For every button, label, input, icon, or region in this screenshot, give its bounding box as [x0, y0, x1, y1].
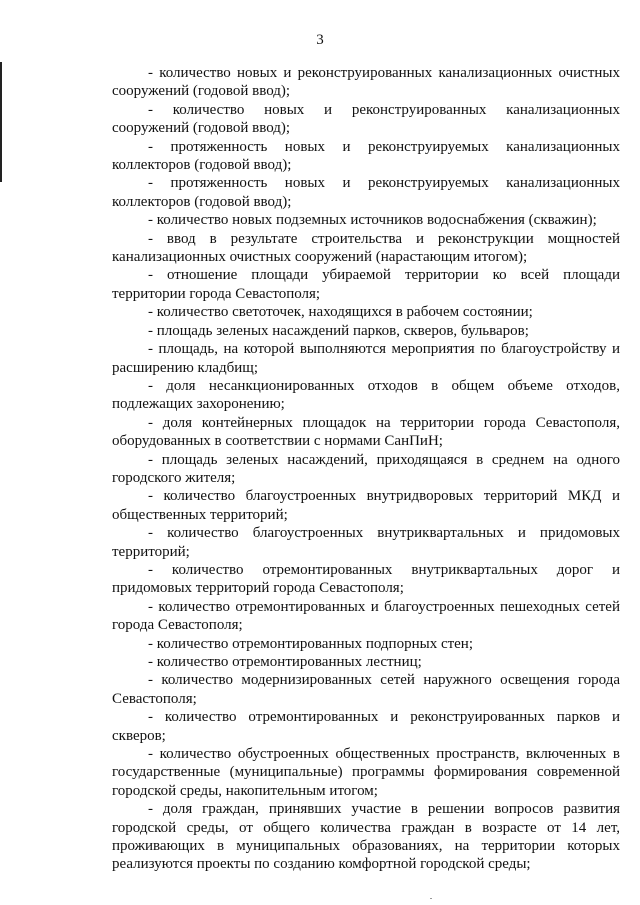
- list-item: - количество отремонтированных внутриквартальных дорог и придомовых территорий города Севастополя;: [112, 561, 620, 597]
- list-item: - отношение площади убираемой территории ко всей площади территории города Севастополя;: [112, 267, 620, 302]
- list-item: - количество модернизированных сетей наружного освещения города Севастополя;: [112, 672, 620, 707]
- list-item: - количество обустроенных общественных пространств, включенных в государственные (муниципальные) программы формирования современной городской среды, накопительным итогом;: [112, 746, 620, 799]
- list-item: - количество новых и реконструированных канализационных очистных сооружений (годовой ввод);: [112, 65, 620, 100]
- list-item: - количество новых подземных источников водоснабжения (скважин);: [148, 212, 597, 229]
- list-item: - доля контейнерных площадок на территории города Севастополя, оборудованных в соответствии с нормами СанПиН;: [112, 414, 620, 450]
- list-item: - количество благоустроенных внутриквартальных и придомовых территорий;: [112, 525, 620, 560]
- list-item: - площадь зеленых насаждений парков, скверов, бульваров;: [148, 322, 529, 339]
- list-item: - количество отремонтированных подпорных стен;: [148, 635, 474, 652]
- list-item: - протяженность новых и реконструируемых канализационных коллекторов (годовой ввод);: [112, 175, 620, 210]
- document-body: [112, 64, 620, 874]
- list-item: - количество благоустроенных внутридворовых территорий МКД и общественных территорий;: [112, 488, 620, 523]
- list-item: - количество отремонтированных и реконструированных парков и скверов;: [112, 709, 620, 744]
- list-item: - количество отремонтированных и благоустроенных пешеходных сетей города Севастополя;: [112, 598, 620, 634]
- list-item: - доля несанкционированных отходов в общем объеме отходов, подлежащих захоронению;: [112, 377, 620, 413]
- list-item: - протяженность новых и реконструируемых канализационных коллекторов (годовой ввод);: [112, 138, 620, 174]
- list-item: - ввод в результате строительства и реконструкции мощностей канализационных очистных сооружений (нарастающим итогом);: [112, 230, 620, 266]
- scan-edge-mark: [0, 62, 2, 182]
- list-item: - количество отремонтированных лестниц;: [148, 654, 422, 670]
- list-item: - площадь, на которой выполняются мероприятия по благоустройству и расширению кладбищ;: [112, 341, 620, 376]
- list-item: - количество светоточек, находящихся в рабочем состоянии;: [148, 304, 533, 321]
- scan-speck: [430, 898, 432, 899]
- list-item: - количество новых и реконструированных канализационных сооружений (годовой ввод);: [112, 101, 620, 137]
- list-item: - площадь зеленых насаждений, приходящаяся в среднем на одного городского жителя;: [112, 451, 620, 486]
- list-item: - доля граждан, принявших участие в решении вопросов развития городской среды, от общего количества граждан в возрасте от 14 лет, проживающих в муниципальных образованиях, на территории которых реализуются проекты по созданию комфортной городской среды;: [112, 801, 620, 873]
- page-number: 3: [316, 32, 324, 48]
